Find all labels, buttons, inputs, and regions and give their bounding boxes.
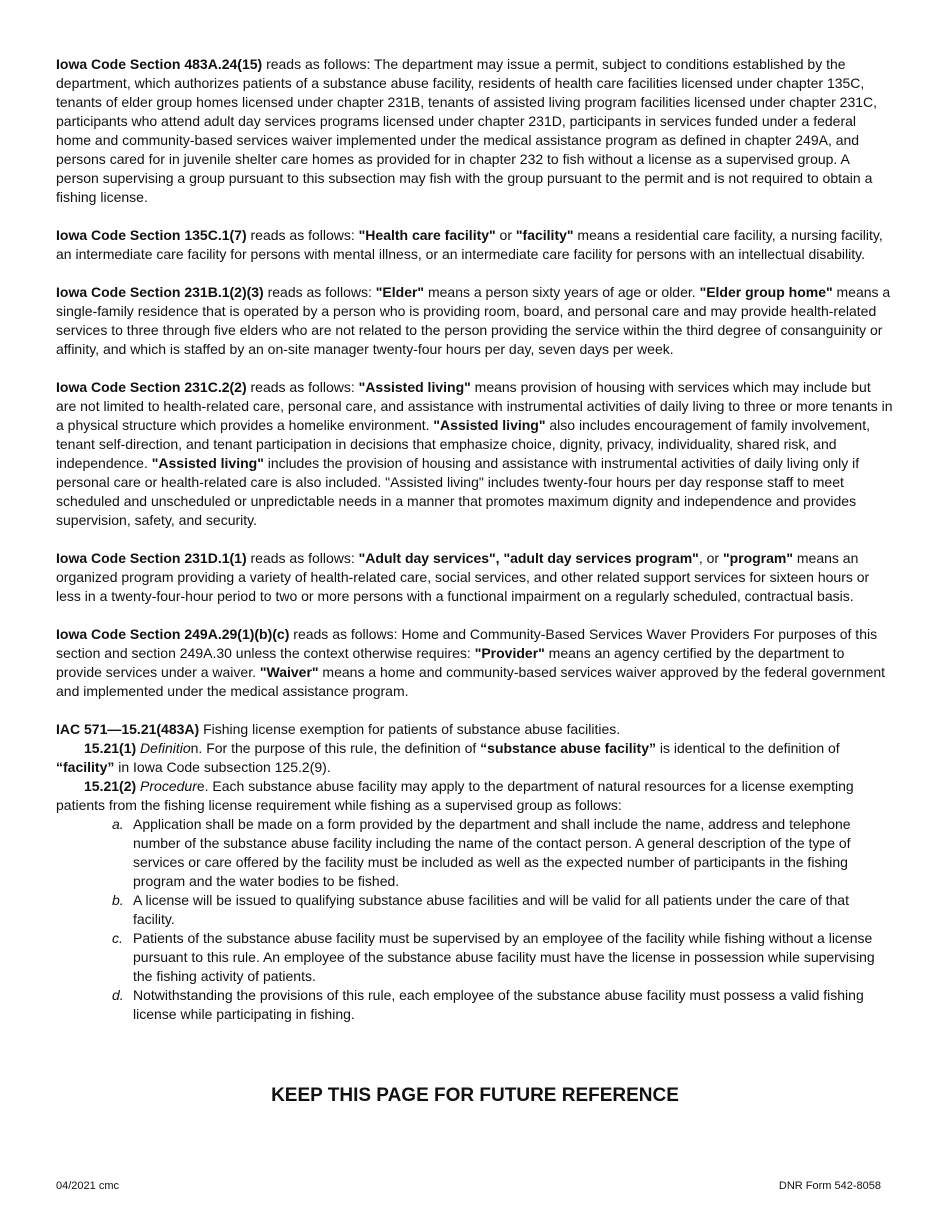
code-section [56, 55, 894, 207]
section-text: means provision of housing with services which may include but are not limited to health-related care, personal care, and assistance with instrumental activities of daily living to three or more tenants in a physical structure which provides a homelike environment. [56, 379, 893, 433]
code-section [56, 378, 894, 530]
code-section [56, 625, 894, 701]
section-text: reads as follows: The department may issue a permit, subject to conditions established by the department, which authorizes patients of a substance abuse facility, residents of health care facilities licensed under chapter 135C, tenants of elder group homes licensed under chapter 231B, tenants of assisted living program facilities licensed under chapter 231C, participants who attend adult day services programs licensed under chapter 231D, participants in services funded under a federal home and community-based services waiver implemented under the medical assistance program as defined in chapter 249A, and persons cared for in juvenile shelter care homes as provided for in chapter 232 to fish without a license as a supervised group. A person supervising a group pursuant to this subsection may fish with the group pursuant to the permit and is not required to obtain a fishing license. [56, 56, 878, 205]
keep-notice: KEEP THIS PAGE FOR FUTURE REFERENCE [271, 1085, 679, 1106]
footer-form-number: DNR Form 542-8058 [778, 1180, 881, 1192]
subrule-emphasis: 15.21(1) [84, 740, 137, 756]
iac-heading-text: Fishing license exemption for patients of substance abuse facilities. [199, 721, 621, 737]
section-text: means a residential care facility, a nursing facility, an intermediate care facility for persons with mental illness, or an intermediate care facility for persons with an intellectual disability. [56, 227, 883, 262]
defined-term: "Provider" [474, 645, 545, 661]
iac-heading-line [56, 720, 894, 739]
item-marker: c. [112, 930, 123, 946]
subrule-text: e. Each substance abuse facility may apply to the department of natural resources for a license exempting patients from the fishing license requirement while fishing as a supervised group as follows: [56, 778, 854, 813]
section-text: or [495, 227, 516, 243]
code-sections [56, 55, 894, 701]
subrule-text: is identical to the definition of [656, 740, 840, 756]
section-heading: Iowa Code Section 249A.29(1)(b)(c) [56, 626, 290, 642]
section-text: reads as follows: [246, 379, 359, 395]
procedure-item [56, 891, 894, 929]
defined-term: "Assisted living" [433, 417, 546, 433]
subrule-emphasis: 15.21(2) [84, 778, 137, 794]
section-heading: Iowa Code Section 231C.2(2) [56, 379, 247, 395]
item-text: Patients of the substance abuse facility must be supervised by an employee of the facility while fishing without a license pursuant to this rule. An employee of the substance abuse facility must have the license in possession while supervising the fishing activity of patients. [133, 930, 875, 984]
section-text: includes the provision of housing and assistance with instrumental activities of daily living only if personal care or health-related care is also included. "Assisted living" includes twenty-four hours per day response staff to meet scheduled and unscheduled or unpredictable needs in a manner that promotes maximum dignity and independence and provides supervision, safety, and security. [56, 455, 860, 528]
section-heading: Iowa Code Section 231D.1(1) [56, 550, 247, 566]
subrule-text: in Iowa Code subsection 125.2(9). [114, 759, 331, 775]
section-text: means a single-family residence that is operated by a person who is providing room, board, and personal care and may provide health-related services to three through five elders who are not related to the person providing the service within the third degree of consanguinity or affinity, and which is staffed by an on-site manager twenty-four hours per day, seven days per week. [56, 284, 891, 357]
code-section [56, 226, 894, 264]
code-section [56, 283, 894, 359]
subrule-emphasis: “substance abuse facility” [480, 740, 656, 756]
iac-subrule-procedure [56, 777, 894, 815]
section-text: reads as follows: [246, 550, 359, 566]
defined-term: "Health care facility" [358, 227, 496, 243]
procedure-item [56, 815, 894, 891]
section-text: means a home and community-based services waiver approved by the federal government and implemented under the medical assistance program. [56, 664, 886, 699]
section-text: reads as follows: [246, 227, 359, 243]
defined-term: "Assisted living" [358, 379, 471, 395]
defined-term: "Waiver" [259, 664, 319, 680]
subrule-title: Definitio [140, 740, 191, 756]
item-marker: a. [112, 816, 124, 832]
subrule-emphasis: “facility” [56, 759, 115, 775]
procedure-item [56, 929, 894, 986]
section-text: , or [698, 550, 723, 566]
defined-term: "Assisted living" [151, 455, 264, 471]
section-text: reads as follows: [263, 284, 376, 300]
section-text: also includes encouragement of family involvement, tenant self-direction, and tenant participation in decisions that emphasize choice, dignity, privacy, individuality, shared risk, and independence. [56, 417, 871, 471]
section-text: means an organized program providing a variety of health-related care, social services, and other related support services for sixteen hours or less in a twenty-four-hour period to two or more persons with a functional impairment on a regularly scheduled, contractual basis. [56, 550, 870, 604]
section-heading: Iowa Code Section 135C.1(7) [56, 227, 247, 243]
item-marker: d. [112, 987, 124, 1003]
item-marker: b. [112, 892, 124, 908]
item-text: A license will be issued to qualifying substance abuse facilities and will be valid for all patients under the care of that facility. [133, 892, 849, 927]
subrule-text: n. For the purpose of this rule, the definition of [190, 740, 481, 756]
procedure-list [56, 815, 894, 1024]
defined-term: "Elder group home" [699, 284, 833, 300]
defined-term: "Adult day services", "adult day services program" [358, 550, 699, 566]
iac-subrule-definition [56, 739, 894, 777]
item-text: Notwithstanding the provisions of this rule, each employee of the substance abuse facility must possess a valid fishing license while participating in fishing. [133, 987, 864, 1022]
defined-term: "facility" [515, 227, 574, 243]
iac-heading: IAC 571—15.21(483A) [56, 721, 200, 737]
section-heading: Iowa Code Section 231B.1(2)(3) [56, 284, 264, 300]
footer-date: 04/2021 cmc [56, 1180, 119, 1192]
defined-term: "program" [722, 550, 793, 566]
section-text: reads as follows: Home and Community-Based Services Waver Providers For purposes of this section and section 249A.30 unless the context otherwise requires: [56, 626, 878, 661]
item-text: Application shall be made on a form provided by the department and shall include the name, address and telephone number of the substance abuse facility including the name of the contact person. A general description of the type of services or care offered by the facility must be included as well as the expected number of participants in the fishing program and the water bodies to be fished. [133, 816, 851, 889]
section-heading: Iowa Code Section 483A.24(15) [56, 56, 263, 72]
section-text: means an agency certified by the department to provide services under a waiver. [56, 645, 845, 680]
procedure-item [56, 986, 894, 1024]
code-section [56, 549, 894, 606]
defined-term: "Elder" [375, 284, 425, 300]
subrule-title: Procedur [140, 778, 197, 794]
iac-rule [56, 720, 894, 1024]
section-text: means a person sixty years of age or older. [424, 284, 700, 300]
